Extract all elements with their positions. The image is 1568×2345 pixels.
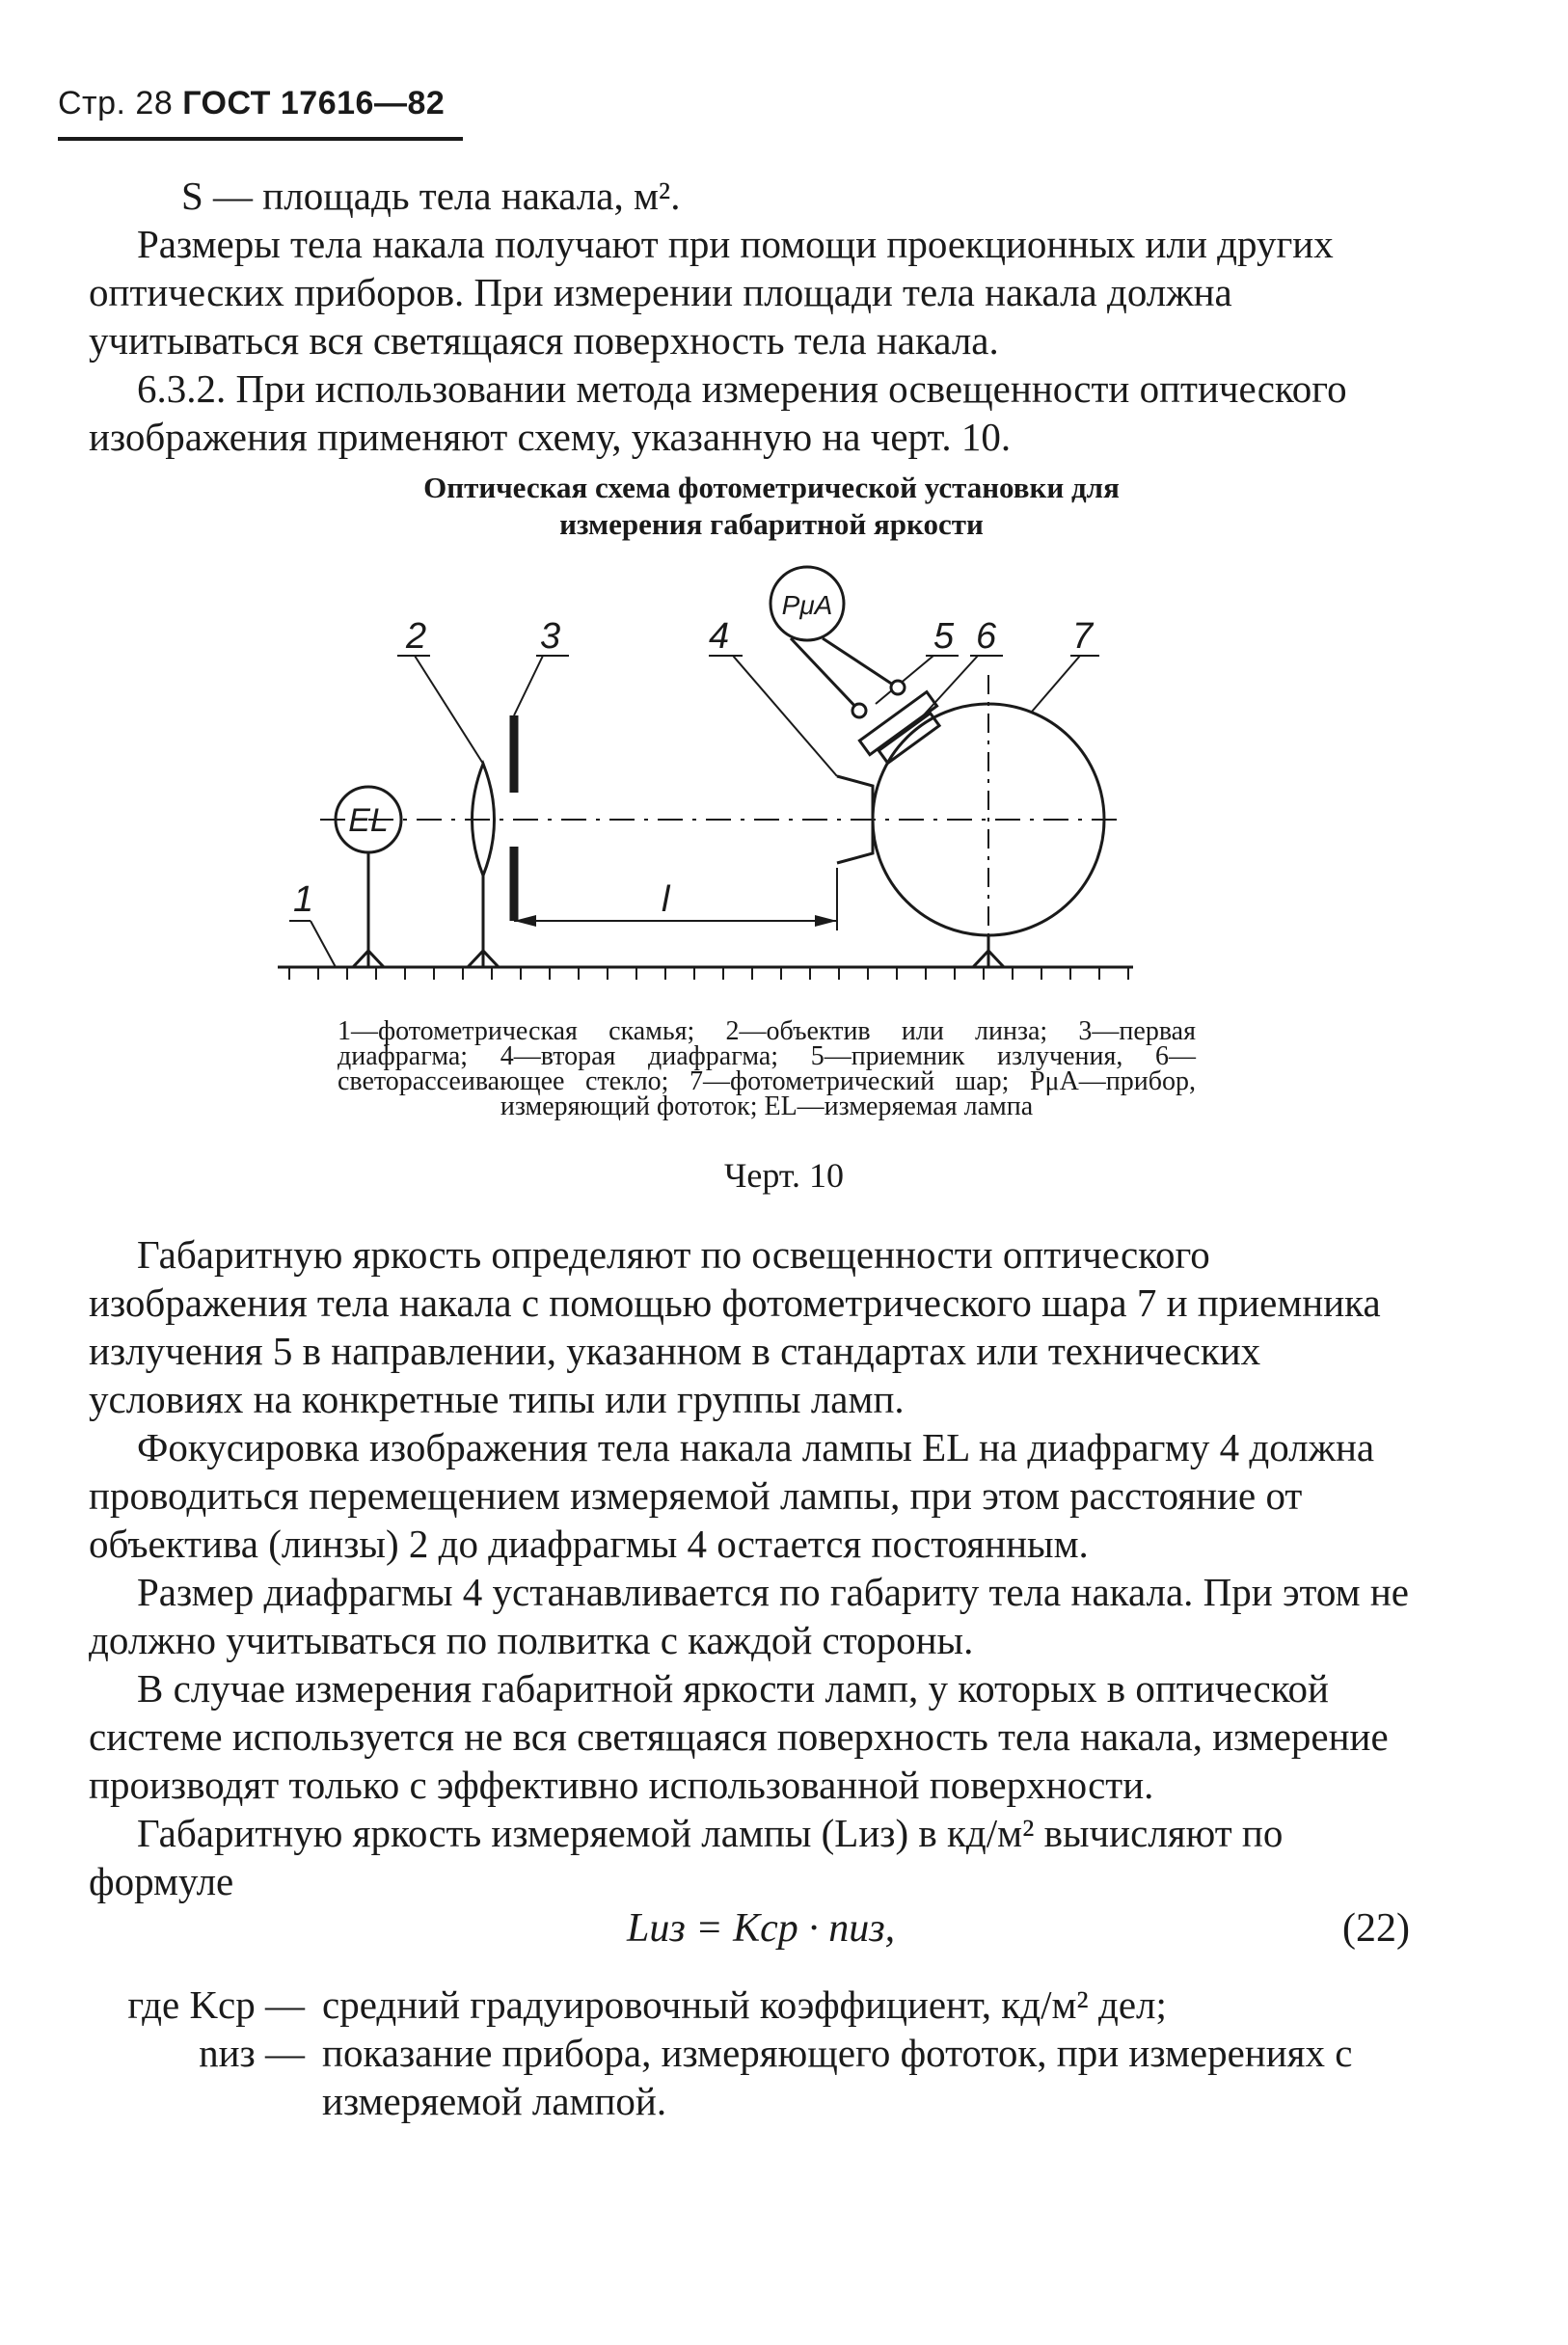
paragraph: Размер диафрагмы 4 устанавливается по габариту тела накала. При этом не должно учитываться по полвитка с каждой стороны. — [89, 1570, 1409, 1662]
formula-number: (22) — [1342, 1906, 1410, 1951]
leader-2 — [415, 656, 483, 764]
label-el: EL — [348, 802, 389, 839]
label-5: 5 — [933, 616, 955, 657]
label-7: 7 — [1072, 616, 1094, 657]
terminal-a — [891, 681, 905, 694]
meter-wire-b — [791, 638, 860, 712]
figure-title-line1: Оптическая схема фотометрической установки для — [423, 471, 1120, 504]
paragraph: Габаритную яркость определяют по освещенности оптического изображения тела накала с помощью фотометрического шара 7 и приемника излучения 5 в направлении, указанном в стандартах или технических условиях на конкретные типы или группы ламп. — [89, 1232, 1381, 1421]
standard-number: ГОСТ 17616—82 — [182, 85, 446, 121]
figure-legend: 1—фотометрическая скамья; 2—объектив или линза; 3—первая диафрагма; 4—вторая диафрагма; 5—приемник излучения, 6—светорассеивающее стекло; 7—фотометрический шар; PμA—прибор, измеряющий фототок; EL—измеряемая лампа — [338, 1016, 1196, 1121]
leader-3 — [514, 656, 543, 715]
label-3: 3 — [540, 616, 561, 657]
paragraph: Габаритную яркость измеряемой лампы (Lиз) в кд/м² вычисляют по формуле — [89, 1811, 1284, 1903]
formula-22: Lиз = Kср · nиз, — [627, 1906, 896, 1951]
where-term: где Kср — — [127, 1982, 305, 2027]
where-term: nиз — — [199, 2031, 305, 2075]
meter-wire-a — [823, 638, 899, 688]
paragraph: Фокусировка изображения тела накала лампы EL на диафрагму 4 должна проводиться перемещением измеряемой лампы, при этом расстояние от объектива (линзы) 2 до диафрагмы 4 остается постоянным. — [89, 1425, 1375, 1566]
where-desc: показание прибора, измеряющего фототок, при измерениях с измеряемой лампой. — [322, 2031, 1353, 2123]
label-1: 1 — [293, 879, 314, 920]
where-row — [73, 2029, 1423, 2125]
leader-4 — [733, 656, 837, 776]
figure-caption: Черт. 10 — [724, 1156, 844, 1195]
paragraph: Размеры тела накала получают при помощи проекционных или других оптических приборов. При измерении площади тела накала должна учитываться вся светящаяся поверхность тела накала. — [89, 222, 1334, 363]
bench-ticks — [289, 967, 1128, 980]
label-6: 6 — [976, 616, 997, 657]
leader-1 — [311, 921, 336, 967]
where-row — [73, 1981, 1423, 2029]
label-pua: PμA — [781, 590, 833, 620]
paragraph: В случае измерения габаритной яркости ламп, у которых в оптической системе используется не вся светящаяся поверхность тела накала, измерение производят только с эффективно использованной поверхности. — [89, 1666, 1389, 1807]
leader-7 — [1032, 656, 1080, 712]
label-4: 4 — [709, 616, 730, 657]
text-block-bottom — [89, 1230, 1419, 1905]
paragraph: S — площадь тела накала, м². — [181, 174, 681, 218]
figure-title-line2: измерения габаритной яркости — [559, 507, 984, 541]
label-l: l — [662, 879, 670, 920]
formula-explanation — [73, 1981, 1423, 2125]
paragraph: 6.3.2. При использовании метода измерения освещенности оптического изображения применяют схему, указанную на черт. 10. — [89, 366, 1347, 459]
optical-scheme-diagram — [0, 0, 1568, 1022]
terminal-b — [852, 704, 866, 717]
page-label: Стр. 28 — [58, 85, 174, 121]
label-2: 2 — [406, 616, 427, 657]
where-desc: средний градуировочный коэффициент, кд/м² дел; — [322, 1982, 1167, 2027]
